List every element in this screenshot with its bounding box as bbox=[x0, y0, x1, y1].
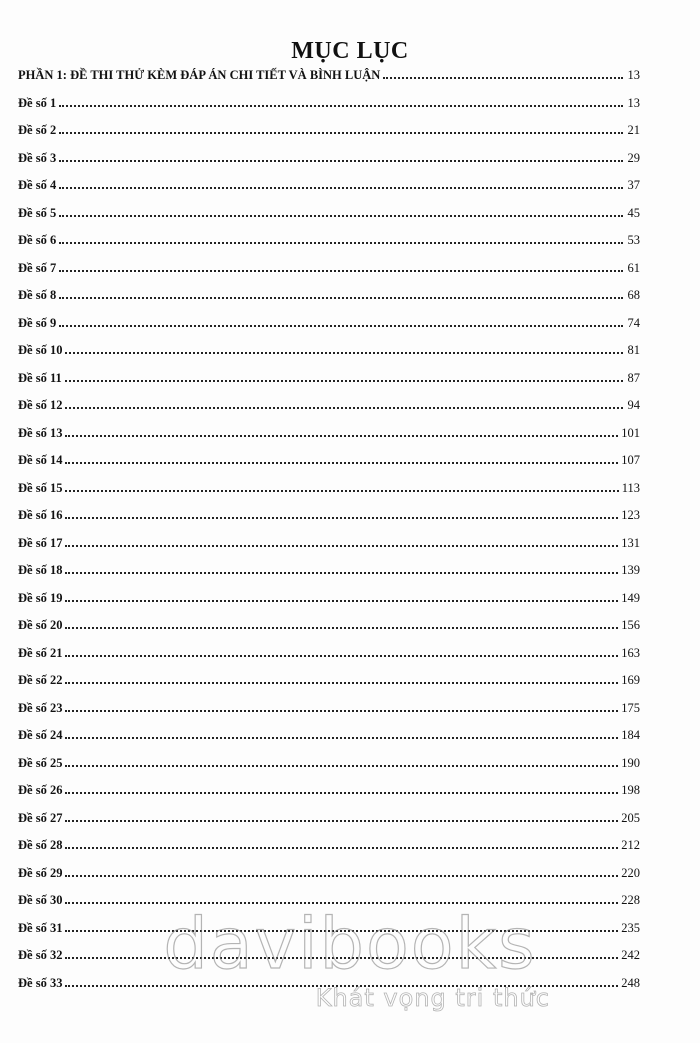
toc-entry bbox=[18, 883, 640, 911]
toc-entry bbox=[18, 305, 640, 333]
toc-entry-label: Đề số 13 bbox=[18, 425, 63, 440]
toc-entry-label: Đề số 30 bbox=[18, 893, 63, 907]
toc-entry-label: Đề số 6 bbox=[18, 233, 57, 247]
toc-part-label: PHẦN 1: ĐỀ THI THỬ KÈM ĐÁP ÁN CHI TIẾT VÀ BÌNH LUẬN bbox=[18, 68, 381, 82]
dot-leader bbox=[65, 957, 618, 959]
toc-entry-page-number: 149 bbox=[621, 590, 640, 605]
toc-entry-label: Đề số 8 bbox=[18, 288, 57, 302]
toc-entry-label: Đề số 11 bbox=[18, 370, 62, 385]
dot-leader bbox=[65, 792, 618, 794]
toc-entry-label: Đề số 7 bbox=[18, 260, 57, 275]
dot-leader bbox=[65, 875, 618, 877]
toc-entry-page-number: 87 bbox=[627, 370, 640, 385]
watermark-slogan: Khát vọng tri thức bbox=[315, 984, 550, 1012]
toc-entry bbox=[18, 388, 640, 416]
dot-leader bbox=[59, 242, 623, 244]
toc-part-page-number: 13 bbox=[627, 68, 640, 82]
toc-entry-page-number: 113 bbox=[621, 480, 640, 495]
dot-leader bbox=[65, 847, 618, 849]
toc-entry bbox=[18, 580, 640, 608]
toc-entry-label: Đề số 16 bbox=[18, 508, 63, 522]
toc-entry bbox=[18, 553, 640, 581]
toc-entry-label: Đề số 26 bbox=[18, 783, 63, 797]
toc-entry-page-number: 163 bbox=[621, 645, 640, 660]
dot-leader bbox=[65, 902, 618, 904]
toc-entry-page-number: 212 bbox=[621, 838, 640, 852]
toc-entry-label: Đề số 32 bbox=[18, 948, 63, 962]
toc-entry bbox=[18, 195, 640, 223]
dot-leader bbox=[65, 930, 618, 932]
toc-entry bbox=[18, 443, 640, 471]
toc-entry bbox=[18, 965, 640, 993]
toc-entry bbox=[18, 938, 640, 966]
dot-leader bbox=[65, 655, 618, 657]
toc-entry bbox=[18, 85, 640, 113]
toc-entry-page-number: 198 bbox=[621, 783, 640, 797]
dot-leader bbox=[59, 270, 623, 272]
toc-entry bbox=[18, 498, 640, 526]
dot-leader bbox=[65, 985, 618, 987]
toc-entry bbox=[18, 773, 640, 801]
toc-entry bbox=[18, 360, 640, 388]
toc-entry bbox=[18, 525, 640, 553]
dot-leader bbox=[59, 160, 623, 162]
toc-entry-label: Đề số 4 bbox=[18, 178, 57, 192]
toc-entry bbox=[18, 855, 640, 883]
page-title: MỤC LỤC bbox=[291, 38, 409, 64]
dot-leader bbox=[65, 737, 618, 739]
dot-leader bbox=[65, 462, 618, 464]
toc-entry-label: Đề số 18 bbox=[18, 563, 63, 577]
toc-entry-page-number: 94 bbox=[627, 398, 640, 412]
toc-entry bbox=[18, 140, 640, 168]
toc-entry-label: Đề số 25 bbox=[18, 755, 63, 770]
toc-entry bbox=[18, 910, 640, 938]
toc-entry-label: Đề số 22 bbox=[18, 673, 63, 687]
toc-entry-page-number: 74 bbox=[627, 315, 640, 330]
toc-entry-page-number: 53 bbox=[627, 233, 640, 247]
dot-leader bbox=[65, 600, 618, 602]
toc-entry-label: Đề số 24 bbox=[18, 728, 63, 742]
toc-entry-page-number: 175 bbox=[621, 700, 640, 715]
toc-entry-label: Đề số 15 bbox=[18, 480, 63, 495]
toc-entry-page-number: 235 bbox=[621, 920, 640, 935]
toc-entry bbox=[18, 113, 640, 141]
toc-entry-page-number: 13 bbox=[627, 95, 640, 110]
dot-leader bbox=[65, 352, 623, 354]
dot-leader bbox=[65, 627, 618, 629]
dot-leader bbox=[59, 105, 623, 107]
toc-entry-label: Đề số 3 bbox=[18, 150, 57, 165]
toc-entry-label: Đề số 9 bbox=[18, 315, 57, 330]
toc-entry-label: Đề số 27 bbox=[18, 810, 63, 825]
toc-entry-page-number: 29 bbox=[627, 150, 640, 165]
toc-entry bbox=[18, 278, 640, 306]
dot-leader bbox=[65, 572, 618, 574]
toc-entry-page-number: 123 bbox=[621, 508, 640, 522]
dot-leader bbox=[65, 820, 618, 822]
toc-entries bbox=[18, 85, 640, 993]
toc-entry-label: Đề số 17 bbox=[18, 535, 63, 550]
toc-entry-page-number: 68 bbox=[627, 288, 640, 302]
toc-entry-label: Đề số 29 bbox=[18, 865, 63, 880]
dot-leader bbox=[65, 545, 618, 547]
watermark-brand: davibooks bbox=[163, 903, 537, 985]
toc-entry-label: Đề số 28 bbox=[18, 838, 63, 852]
dot-leader bbox=[383, 77, 623, 79]
toc-entry-page-number: 228 bbox=[621, 893, 640, 907]
toc-entry-label: Đề số 5 bbox=[18, 205, 57, 220]
toc-entry-page-number: 205 bbox=[621, 810, 640, 825]
dot-leader bbox=[59, 297, 623, 299]
toc-entry-page-number: 184 bbox=[621, 728, 640, 742]
toc-entry-label: Đề số 23 bbox=[18, 700, 63, 715]
toc-entry bbox=[18, 663, 640, 691]
toc-entry-page-number: 169 bbox=[621, 673, 640, 687]
toc-entry bbox=[18, 690, 640, 718]
toc-entry-page-number: 248 bbox=[621, 975, 640, 990]
toc-entry-page-number: 81 bbox=[627, 343, 640, 357]
toc-entry bbox=[18, 250, 640, 278]
dot-leader bbox=[65, 490, 618, 492]
dot-leader bbox=[65, 682, 618, 684]
toc-entry-label: Đề số 20 bbox=[18, 618, 63, 632]
toc-entry bbox=[18, 168, 640, 196]
toc-entry-page-number: 61 bbox=[627, 260, 640, 275]
toc-entry-page-number: 190 bbox=[621, 755, 640, 770]
toc-entry bbox=[18, 718, 640, 746]
toc-entry-page-number: 21 bbox=[627, 123, 640, 137]
toc-entry bbox=[18, 635, 640, 663]
toc-entry-page-number: 139 bbox=[621, 563, 640, 577]
dot-leader bbox=[65, 407, 623, 409]
toc-entry bbox=[18, 415, 640, 443]
toc-entry-label: Đề số 14 bbox=[18, 453, 63, 467]
dot-leader bbox=[65, 517, 618, 519]
toc-entry-page-number: 131 bbox=[621, 535, 640, 550]
toc-entry bbox=[18, 800, 640, 828]
dot-leader bbox=[59, 132, 623, 134]
toc-entry bbox=[18, 223, 640, 251]
toc-entry bbox=[18, 470, 640, 498]
dot-leader bbox=[65, 380, 623, 382]
toc-entry bbox=[18, 745, 640, 773]
toc-entry-label: Đề số 31 bbox=[18, 920, 63, 935]
dot-leader bbox=[59, 215, 623, 217]
toc-entry-label: Đề số 19 bbox=[18, 590, 63, 605]
toc-entry-page-number: 101 bbox=[621, 425, 640, 440]
toc-entry-page-number: 37 bbox=[627, 178, 640, 192]
dot-leader bbox=[65, 435, 618, 437]
toc-entry-page-number: 45 bbox=[627, 205, 640, 220]
dot-leader bbox=[65, 710, 618, 712]
dot-leader bbox=[59, 187, 623, 189]
toc-entry-label: Đề số 1 bbox=[18, 95, 57, 110]
dot-leader bbox=[65, 765, 618, 767]
toc-entry-page-number: 242 bbox=[621, 948, 640, 962]
toc-part-heading bbox=[18, 63, 640, 85]
toc-entry-label: Đề số 10 bbox=[18, 343, 63, 357]
toc-entry-label: Đề số 2 bbox=[18, 123, 57, 137]
toc-entry bbox=[18, 608, 640, 636]
dot-leader bbox=[59, 325, 623, 327]
toc-entry-page-number: 220 bbox=[621, 865, 640, 880]
toc-entry-label: Đề số 12 bbox=[18, 398, 63, 412]
toc-entry-page-number: 156 bbox=[621, 618, 640, 632]
toc-entry-page-number: 107 bbox=[621, 453, 640, 467]
toc-entry-label: Đề số 33 bbox=[18, 975, 63, 990]
toc-entry bbox=[18, 828, 640, 856]
toc-entry-label: Đề số 21 bbox=[18, 645, 63, 660]
table-of-contents bbox=[18, 63, 640, 993]
toc-entry bbox=[18, 333, 640, 361]
